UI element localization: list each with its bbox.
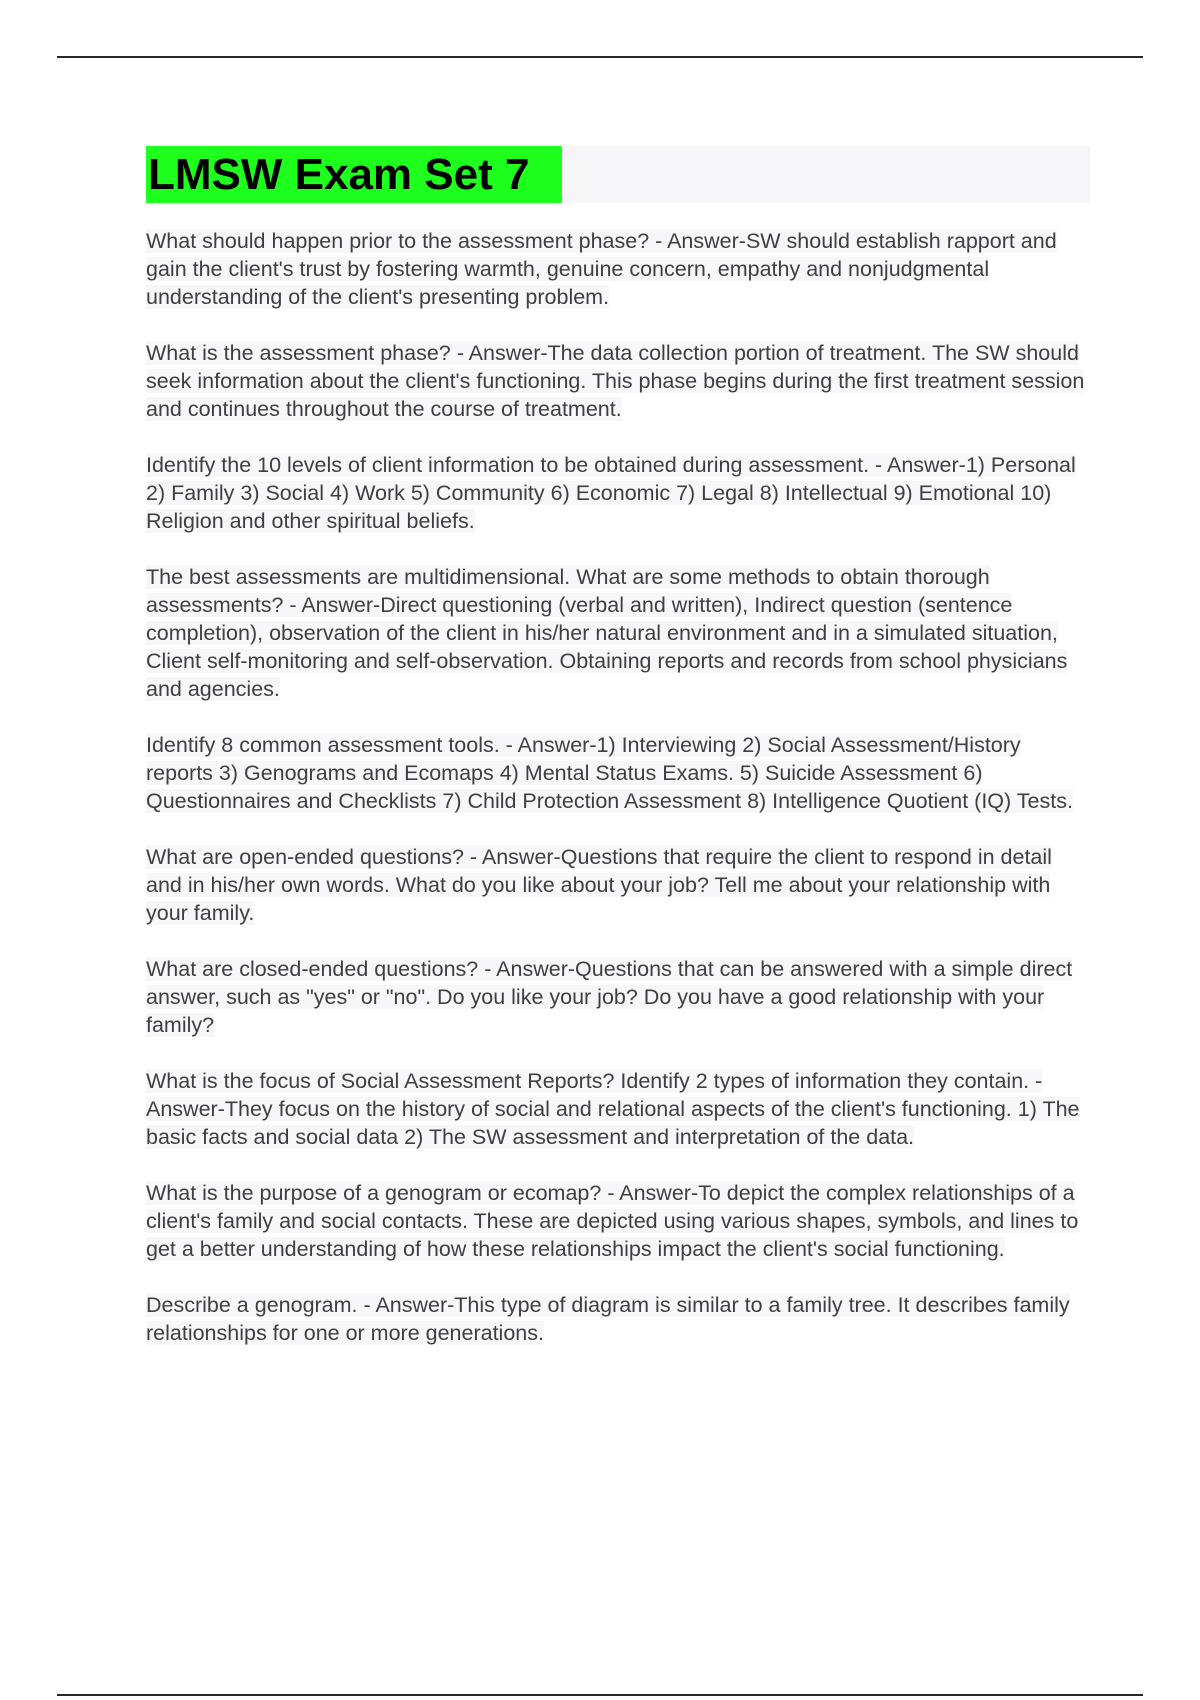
top-rule: [57, 56, 1143, 58]
qa-item: [146, 563, 1090, 703]
document-body: [146, 146, 1090, 1375]
qa-item: [146, 1179, 1090, 1263]
qa-text: The best assessments are multidimensional. What are some methods to obtain thorough assessments? - Answer-Direct questioning (verbal and written), Indirect question (sentence completion), observation of the client in his/her natural environment and in a simulated situation, Client self-monitoring and self-observation. Obtaining reports and records from school physicians and agencies.: [146, 565, 1068, 701]
qa-text: What is the focus of Social Assessment Reports? Identify 2 types of information they contain. - Answer-They focus on the history of social and relational aspects of the client's functioning. 1) The basic facts and social data 2) The SW assessment and interpretation of the data.: [146, 1069, 1080, 1149]
qa-item: [146, 955, 1090, 1039]
bottom-rule: [57, 1694, 1143, 1696]
qa-text: What is the purpose of a genogram or ecomap? - Answer-To depict the complex relationships of a client's family and social contacts. These are depicted using various shapes, symbols, and lines to get a better understanding of how these relationships impact the client's social functioning.: [146, 1181, 1079, 1261]
qa-text: Identify 8 common assessment tools. - Answer-1) Interviewing 2) Social Assessment/History reports 3) Genograms and Ecomaps 4) Mental Status Exams. 5) Suicide Assessment 6) Questionnaires and Checklists 7) Child Protection Assessment 8) Intelligence Quotient (IQ) Tests.: [146, 733, 1073, 813]
qa-text: What are open-ended questions? - Answer-Questions that require the client to respond in detail and in his/her own words. What do you like about your job? Tell me about your relationship with your family.: [146, 845, 1052, 925]
title-bar: [146, 146, 1090, 203]
qa-text: Identify the 10 levels of client information to be obtained during assessment. - Answer-1) Personal 2) Family 3) Social 4) Work 5) Community 6) Economic 7) Legal 8) Intellectual 9) Emotional 10) Religion and other spiritual beliefs.: [146, 453, 1076, 533]
page-title: LMSW Exam Set 7: [146, 146, 562, 203]
qa-item: [146, 843, 1090, 927]
qa-item: [146, 731, 1090, 815]
qa-item: [146, 451, 1090, 535]
qa-item: [146, 339, 1090, 423]
qa-item: [146, 1067, 1090, 1151]
qa-text: What are closed-ended questions? - Answer-Questions that can be answered with a simple direct answer, such as "yes" or "no". Do you like your job? Do you have a good relationship with your family?: [146, 957, 1073, 1037]
qa-text: What is the assessment phase? - Answer-The data collection portion of treatment. The SW should seek information about the client's functioning. This phase begins during the first treatment session and continues throughout the course of treatment.: [146, 341, 1085, 421]
qa-item: [146, 227, 1090, 311]
qa-text: What should happen prior to the assessment phase? - Answer-SW should establish rapport and gain the client's trust by fostering warmth, genuine concern, empathy and nonjudgmental understanding of the client's presenting problem.: [146, 229, 1057, 309]
qa-item: [146, 1291, 1090, 1347]
qa-text: Describe a genogram. - Answer-This type of diagram is similar to a family tree. It describes family relationships for one or more generations.: [146, 1293, 1070, 1345]
